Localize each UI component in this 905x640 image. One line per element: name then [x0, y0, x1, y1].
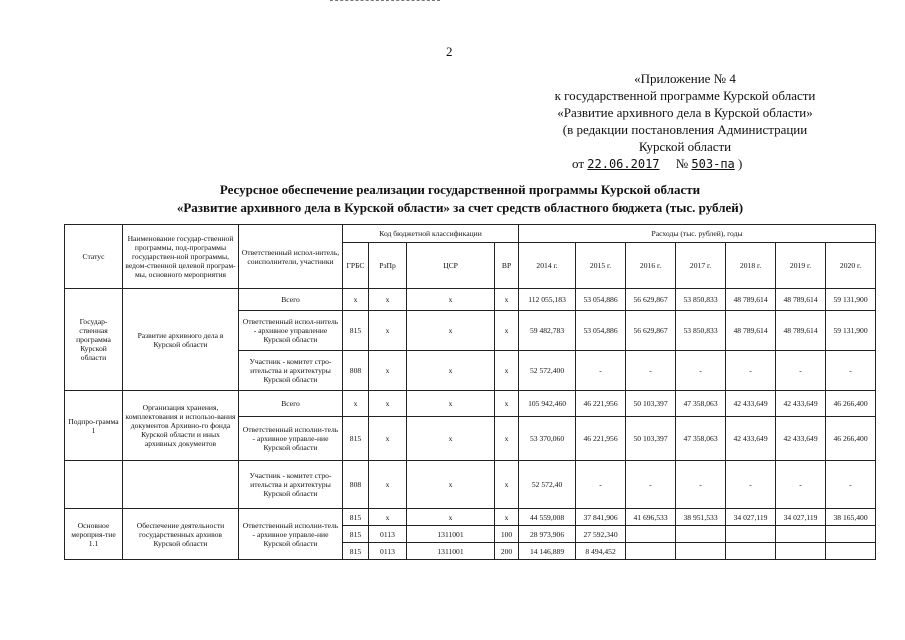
program-name-cell — [123, 461, 239, 509]
value-cell: - — [776, 351, 826, 391]
title-line-1: Ресурсное обеспечение реализации государственной программы Курской области — [219, 182, 701, 197]
value-cell: 42 433,649 — [776, 391, 826, 417]
program-name-cell: Развитие архивного дела в Курской области — [123, 289, 239, 391]
value-cell: - — [776, 461, 826, 509]
title-line-2: «Развитие архивного дела в Курской области» за счет средств областного бюджета (тыс. рублей) — [176, 200, 744, 215]
header-year: 2015 г. — [576, 243, 626, 289]
header-year: 2014 г. — [519, 243, 576, 289]
value-cell: 38 951,533 — [676, 509, 726, 526]
grbs-cell: 815 — [343, 526, 369, 543]
value-cell: 47 358,063 — [676, 417, 726, 461]
grbs-cell: 815 — [343, 417, 369, 461]
vr-cell: х — [495, 461, 519, 509]
responsible-cell: Ответственный исполни-тель - архивное управле-ние Курской области — [239, 417, 343, 461]
value-cell: 53 054,886 — [576, 311, 626, 351]
value-cell — [776, 543, 826, 560]
value-cell: 50 103,397 — [626, 391, 676, 417]
date-suffix: ) — [738, 156, 743, 171]
header-grbs: ГРБС — [343, 243, 369, 289]
value-cell: 59 131,900 — [826, 311, 876, 351]
table-row — [65, 461, 876, 509]
value-cell: 42 433,649 — [726, 391, 776, 417]
page-number: 2 — [446, 44, 453, 59]
value-cell — [776, 526, 826, 543]
grbs-cell: 815 — [343, 311, 369, 351]
value-cell: 105 942,460 — [519, 391, 576, 417]
vr-cell: 200 — [495, 543, 519, 560]
header-status: Статус — [65, 225, 123, 289]
value-cell: 53 054,886 — [576, 289, 626, 311]
rzpr-cell: х — [369, 509, 407, 526]
value-cell: 48 789,614 — [726, 289, 776, 311]
header-year: 2019 г. — [776, 243, 826, 289]
vr-cell: х — [495, 351, 519, 391]
header-year: 2017 г. — [676, 243, 726, 289]
value-cell: 28 973,906 — [519, 526, 576, 543]
vr-cell: х — [495, 311, 519, 351]
value-cell: 48 789,614 — [726, 311, 776, 351]
value-cell: 52 572,400 — [519, 351, 576, 391]
value-cell — [726, 526, 776, 543]
value-cell — [626, 543, 676, 560]
document-title — [80, 181, 840, 217]
responsible-cell: Участник - комитет стро-ительства и архитектуры Курской области — [239, 461, 343, 509]
resource-table — [64, 224, 876, 560]
program-name-cell: Обеспечение деятельности государственных архивов Курской области — [123, 509, 239, 560]
header-rzpr: РзПр — [369, 243, 407, 289]
vr-cell: х — [495, 509, 519, 526]
value-cell — [826, 526, 876, 543]
value-cell: 48 789,614 — [776, 311, 826, 351]
responsible-cell: Всего — [239, 391, 343, 417]
csr-cell: х — [407, 509, 495, 526]
program-name-cell: Организация хранения, комплектования и использо-вания документов Архивно-го фонда Курской области и иных архивных документов — [123, 391, 239, 461]
document-number: 503-па — [691, 157, 735, 171]
rzpr-cell: х — [369, 417, 407, 461]
value-cell: 42 433,649 — [776, 417, 826, 461]
appendix-line-1: «Приложение № 4 — [634, 71, 736, 86]
header-vr: ВР — [495, 243, 519, 289]
value-cell: 50 103,397 — [626, 417, 676, 461]
vr-cell: х — [495, 391, 519, 417]
value-cell: 8 494,452 — [576, 543, 626, 560]
value-cell: 56 629,867 — [626, 311, 676, 351]
value-cell: 53 370,060 — [519, 417, 576, 461]
responsible-cell: Ответственный исполни-тель - архивное управле-ние Курской области — [239, 509, 343, 560]
value-cell: 34 027,119 — [776, 509, 826, 526]
value-cell: 53 850,833 — [676, 311, 726, 351]
grbs-cell: х — [343, 391, 369, 417]
rzpr-cell: х — [369, 311, 407, 351]
value-cell — [676, 526, 726, 543]
value-cell: - — [626, 461, 676, 509]
header-csr: ЦСР — [407, 243, 495, 289]
csr-cell: 1311001 — [407, 543, 495, 560]
value-cell: 38 165,400 — [826, 509, 876, 526]
rzpr-cell: х — [369, 461, 407, 509]
header-name: Наименование государ-ственной программы, под-программы государствен-ной программы, ведом-ственной целевой програм-мы, основного мероприятия — [123, 225, 239, 289]
appendix-date-line — [520, 155, 850, 173]
table-row — [65, 391, 876, 417]
date-prefix: от — [572, 156, 585, 171]
csr-cell: х — [407, 391, 495, 417]
value-cell: - — [826, 351, 876, 391]
grbs-cell: 815 — [343, 509, 369, 526]
value-cell: - — [576, 461, 626, 509]
status-cell: Подпро-грамма 1 — [65, 391, 123, 461]
value-cell: 56 629,867 — [626, 289, 676, 311]
vr-cell: х — [495, 417, 519, 461]
responsible-cell: Ответственный испол-нитель - архивное управление Курской области — [239, 311, 343, 351]
value-cell: 47 358,063 — [676, 391, 726, 417]
grbs-cell: 815 — [343, 543, 369, 560]
value-cell: 52 572,40 — [519, 461, 576, 509]
csr-cell: х — [407, 461, 495, 509]
value-cell: 59 131,900 — [826, 289, 876, 311]
table-row — [65, 289, 876, 311]
value-cell: 44 559,008 — [519, 509, 576, 526]
value-cell — [826, 543, 876, 560]
status-cell: Основное мероприя-тие 1.1 — [65, 509, 123, 560]
value-cell: 53 850,833 — [676, 289, 726, 311]
header-year: 2018 г. — [726, 243, 776, 289]
csr-cell: х — [407, 351, 495, 391]
scan-artifact-line — [330, 0, 440, 4]
value-cell: - — [676, 351, 726, 391]
appendix-line-2: к государственной программе Курской области — [554, 88, 816, 103]
rzpr-cell: 0113 — [369, 543, 407, 560]
table-row — [65, 509, 876, 526]
appendix-line-4: (в редакции постановления Администрации — [562, 122, 808, 137]
document-date: 22.06.2017 — [587, 157, 660, 171]
value-cell: 14 146,889 — [519, 543, 576, 560]
rzpr-cell: 0113 — [369, 526, 407, 543]
value-cell: 46 221,956 — [576, 391, 626, 417]
status-cell: Государ-ственная программа Курской области — [65, 289, 123, 391]
header-expenses: Расходы (тыс. рублей), годы — [519, 225, 876, 243]
value-cell: 46 221,956 — [576, 417, 626, 461]
rzpr-cell: х — [369, 289, 407, 311]
csr-cell: 1311001 — [407, 526, 495, 543]
header-year: 2020 г. — [826, 243, 876, 289]
value-cell: 48 789,614 — [776, 289, 826, 311]
value-cell: - — [576, 351, 626, 391]
value-cell — [676, 543, 726, 560]
grbs-cell: 808 — [343, 461, 369, 509]
header-budget-code: Код бюджетной классификации — [343, 225, 519, 243]
header-year: 2016 г. — [626, 243, 676, 289]
header-responsible: Ответственный испол-нитель, соисполнители, участники — [239, 225, 343, 289]
value-cell: - — [826, 461, 876, 509]
csr-cell: х — [407, 311, 495, 351]
vr-cell: х — [495, 289, 519, 311]
grbs-cell: 808 — [343, 351, 369, 391]
rzpr-cell: х — [369, 351, 407, 391]
value-cell: - — [726, 461, 776, 509]
appendix-line-3: «Развитие архивного дела в Курской области» — [557, 105, 813, 120]
value-cell: 41 696,533 — [626, 509, 676, 526]
value-cell — [726, 543, 776, 560]
number-prefix: № — [675, 156, 689, 171]
value-cell — [626, 526, 676, 543]
rzpr-cell: х — [369, 391, 407, 417]
appendix-line-5: Курской области — [638, 139, 732, 154]
value-cell: - — [626, 351, 676, 391]
grbs-cell: х — [343, 289, 369, 311]
value-cell: 37 841,906 — [576, 509, 626, 526]
value-cell: 42 433,649 — [726, 417, 776, 461]
value-cell: 112 055,183 — [519, 289, 576, 311]
vr-cell: 100 — [495, 526, 519, 543]
value-cell: 27 592,340 — [576, 526, 626, 543]
value-cell: - — [726, 351, 776, 391]
value-cell: 34 027,119 — [726, 509, 776, 526]
value-cell: - — [676, 461, 726, 509]
csr-cell: х — [407, 289, 495, 311]
value-cell: 59 482,783 — [519, 311, 576, 351]
status-cell — [65, 461, 123, 509]
value-cell: 46 266,400 — [826, 391, 876, 417]
value-cell: 46 266,400 — [826, 417, 876, 461]
csr-cell: х — [407, 417, 495, 461]
responsible-cell: Всего — [239, 289, 343, 311]
responsible-cell: Участник - комитет стро-ительства и архитектуры Курской области — [239, 351, 343, 391]
appendix-header — [520, 70, 850, 173]
